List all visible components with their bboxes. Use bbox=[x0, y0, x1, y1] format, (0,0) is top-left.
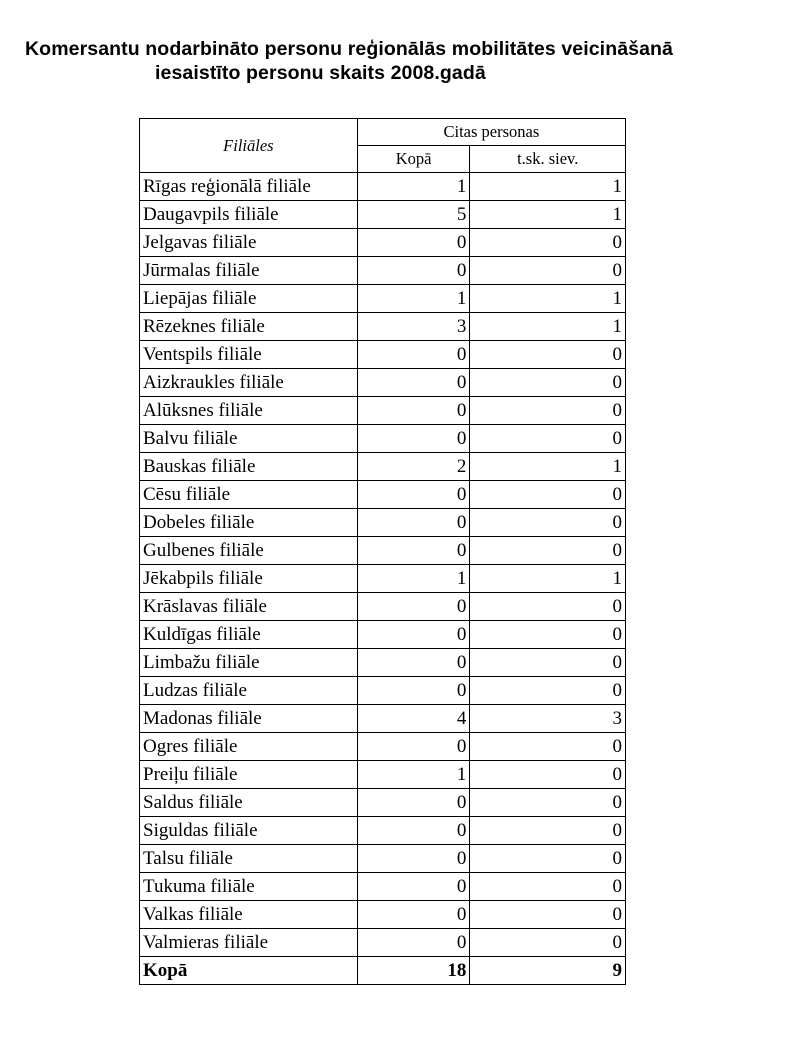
branch-name-cell: Krāslavas filiāle bbox=[140, 593, 358, 621]
branch-name-cell: Ludzas filiāle bbox=[140, 677, 358, 705]
kopa-cell: 0 bbox=[357, 229, 470, 257]
kopa-cell: 0 bbox=[357, 733, 470, 761]
kopa-cell: 0 bbox=[357, 817, 470, 845]
title-line-2: iesaistīto personu skaits 2008.gadā bbox=[155, 62, 486, 84]
branch-name-cell: Ogres filiāle bbox=[140, 733, 358, 761]
branch-name-cell: Dobeles filiāle bbox=[140, 509, 358, 537]
branch-name-cell: Valmieras filiāle bbox=[140, 929, 358, 957]
branch-name-cell: Liepājas filiāle bbox=[140, 285, 358, 313]
kopa-cell: 4 bbox=[357, 705, 470, 733]
table-row bbox=[140, 705, 626, 733]
kopa-cell: 0 bbox=[357, 593, 470, 621]
branch-name-cell: Rīgas reģionālā filiāle bbox=[140, 173, 358, 201]
total-sievietes: 9 bbox=[470, 957, 626, 985]
header-row-group bbox=[140, 119, 626, 146]
kopa-cell: 0 bbox=[357, 649, 470, 677]
sievietes-cell: 1 bbox=[470, 201, 626, 229]
kopa-cell: 0 bbox=[357, 509, 470, 537]
sievietes-cell: 0 bbox=[470, 733, 626, 761]
sievietes-cell: 0 bbox=[470, 929, 626, 957]
branch-name-cell: Limbažu filiāle bbox=[140, 649, 358, 677]
kopa-cell: 0 bbox=[357, 537, 470, 565]
sievietes-cell: 0 bbox=[470, 341, 626, 369]
kopa-cell: 0 bbox=[357, 873, 470, 901]
table-row bbox=[140, 285, 626, 313]
branch-name-cell: Cēsu filiāle bbox=[140, 481, 358, 509]
branch-name-cell: Jēkabpils filiāle bbox=[140, 565, 358, 593]
table-row bbox=[140, 481, 626, 509]
branch-name-cell: Talsu filiāle bbox=[140, 845, 358, 873]
table-row bbox=[140, 425, 626, 453]
table-row bbox=[140, 789, 626, 817]
sievietes-cell: 0 bbox=[470, 817, 626, 845]
branches-table bbox=[139, 118, 626, 985]
sievietes-cell: 0 bbox=[470, 873, 626, 901]
branch-name-cell: Rēzeknes filiāle bbox=[140, 313, 358, 341]
kopa-cell: 0 bbox=[357, 845, 470, 873]
branch-name-cell: Bauskas filiāle bbox=[140, 453, 358, 481]
kopa-cell: 0 bbox=[357, 901, 470, 929]
branch-name-cell: Jelgavas filiāle bbox=[140, 229, 358, 257]
table-row bbox=[140, 509, 626, 537]
kopa-cell: 3 bbox=[357, 313, 470, 341]
sievietes-cell: 1 bbox=[470, 173, 626, 201]
sievietes-cell: 0 bbox=[470, 509, 626, 537]
column-group-citas-personas: Citas personas bbox=[357, 119, 625, 146]
sievietes-cell: 1 bbox=[470, 453, 626, 481]
kopa-cell: 0 bbox=[357, 257, 470, 285]
table-row bbox=[140, 201, 626, 229]
table-row bbox=[140, 621, 626, 649]
table-row bbox=[140, 397, 626, 425]
sievietes-cell: 0 bbox=[470, 593, 626, 621]
table-row bbox=[140, 453, 626, 481]
kopa-cell: 1 bbox=[357, 565, 470, 593]
kopa-cell: 0 bbox=[357, 397, 470, 425]
table-row bbox=[140, 369, 626, 397]
kopa-cell: 0 bbox=[357, 621, 470, 649]
table-row bbox=[140, 649, 626, 677]
branch-name-cell: Madonas filiāle bbox=[140, 705, 358, 733]
kopa-cell: 1 bbox=[357, 285, 470, 313]
sievietes-cell: 0 bbox=[470, 369, 626, 397]
kopa-cell: 0 bbox=[357, 929, 470, 957]
table-row bbox=[140, 313, 626, 341]
sievietes-cell: 0 bbox=[470, 229, 626, 257]
table-row bbox=[140, 537, 626, 565]
branch-name-cell: Valkas filiāle bbox=[140, 901, 358, 929]
table-row bbox=[140, 593, 626, 621]
table-row bbox=[140, 873, 626, 901]
branch-name-cell: Alūksnes filiāle bbox=[140, 397, 358, 425]
column-header-filiales: Filiāles bbox=[140, 119, 358, 173]
table-row bbox=[140, 929, 626, 957]
sievietes-cell: 0 bbox=[470, 677, 626, 705]
branch-name-cell: Siguldas filiāle bbox=[140, 817, 358, 845]
table-row bbox=[140, 565, 626, 593]
total-label: Kopā bbox=[140, 957, 358, 985]
total-row bbox=[140, 957, 626, 985]
sievietes-cell: 1 bbox=[470, 565, 626, 593]
table-row bbox=[140, 173, 626, 201]
kopa-cell: 0 bbox=[357, 677, 470, 705]
branch-name-cell: Kuldīgas filiāle bbox=[140, 621, 358, 649]
title-line-1: Komersantu nodarbināto personu reģionālās mobilitātes veicināšanā bbox=[25, 38, 673, 60]
table-body bbox=[140, 173, 626, 957]
sievietes-cell: 0 bbox=[470, 537, 626, 565]
branch-name-cell: Preiļu filiāle bbox=[140, 761, 358, 789]
table-row bbox=[140, 341, 626, 369]
sievietes-cell: 0 bbox=[470, 397, 626, 425]
branch-name-cell: Saldus filiāle bbox=[140, 789, 358, 817]
table-row bbox=[140, 733, 626, 761]
kopa-cell: 0 bbox=[357, 789, 470, 817]
branch-name-cell: Balvu filiāle bbox=[140, 425, 358, 453]
table-row bbox=[140, 229, 626, 257]
kopa-cell: 1 bbox=[357, 173, 470, 201]
kopa-cell: 0 bbox=[357, 425, 470, 453]
table-row bbox=[140, 901, 626, 929]
total-kopa: 18 bbox=[357, 957, 470, 985]
sievietes-cell: 0 bbox=[470, 789, 626, 817]
sievietes-cell: 0 bbox=[470, 425, 626, 453]
branch-name-cell: Daugavpils filiāle bbox=[140, 201, 358, 229]
kopa-cell: 0 bbox=[357, 481, 470, 509]
branch-name-cell: Gulbenes filiāle bbox=[140, 537, 358, 565]
branch-name-cell: Jūrmalas filiāle bbox=[140, 257, 358, 285]
sievietes-cell: 0 bbox=[470, 621, 626, 649]
sievietes-cell: 1 bbox=[470, 313, 626, 341]
sievietes-cell: 1 bbox=[470, 285, 626, 313]
branch-name-cell: Aizkraukles filiāle bbox=[140, 369, 358, 397]
table-row bbox=[140, 677, 626, 705]
kopa-cell: 1 bbox=[357, 761, 470, 789]
table-row bbox=[140, 845, 626, 873]
branch-name-cell: Tukuma filiāle bbox=[140, 873, 358, 901]
column-header-kopa: Kopā bbox=[357, 146, 470, 173]
kopa-cell: 0 bbox=[357, 369, 470, 397]
table-row bbox=[140, 761, 626, 789]
kopa-cell: 0 bbox=[357, 341, 470, 369]
sievietes-cell: 0 bbox=[470, 257, 626, 285]
sievietes-cell: 0 bbox=[470, 845, 626, 873]
branch-name-cell: Ventspils filiāle bbox=[140, 341, 358, 369]
table-row bbox=[140, 257, 626, 285]
kopa-cell: 2 bbox=[357, 453, 470, 481]
sievietes-cell: 3 bbox=[470, 705, 626, 733]
column-header-sievietes: t.sk. siev. bbox=[470, 146, 626, 173]
sievietes-cell: 0 bbox=[470, 649, 626, 677]
sievietes-cell: 0 bbox=[470, 901, 626, 929]
kopa-cell: 5 bbox=[357, 201, 470, 229]
sievietes-cell: 0 bbox=[470, 481, 626, 509]
sievietes-cell: 0 bbox=[470, 761, 626, 789]
table-row bbox=[140, 817, 626, 845]
